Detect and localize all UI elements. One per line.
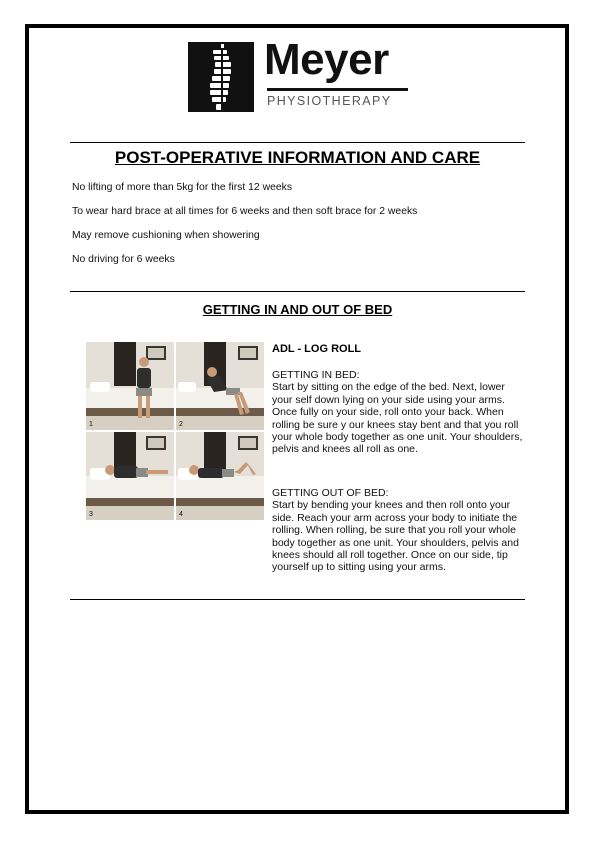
- section-title: GETTING IN AND OUT OF BED: [202, 302, 393, 317]
- page-title: POST-OPERATIVE INFORMATION AND CARE: [114, 148, 481, 167]
- exercise-title: ADL - LOG ROLL: [272, 343, 362, 355]
- info-item: To wear hard brace at all times for 6 weeks and then soft brace for 2 weeks: [72, 206, 418, 217]
- photo-number: 4: [179, 511, 183, 518]
- photo-number: 3: [89, 511, 93, 518]
- brand-subtitle: PHYSIOTHERAPY: [267, 94, 392, 108]
- getting-in-heading: GETTING IN BED:: [272, 369, 360, 381]
- photo-side-lying: [86, 432, 174, 520]
- photo-number: 1: [89, 421, 93, 428]
- getting-out-section: [272, 487, 527, 574]
- getting-out-heading: GETTING OUT OF BED:: [272, 487, 389, 499]
- info-item: No driving for 6 weeks: [72, 254, 175, 265]
- brand-name: Meyer: [264, 35, 389, 84]
- brand-underline: [267, 88, 408, 91]
- photo-number: 2: [179, 421, 183, 428]
- info-item: No lifting of more than 5kg for the first 12 weeks: [72, 182, 293, 193]
- info-item: May remove cushioning when showering: [72, 230, 260, 241]
- divider-bottom: [70, 599, 525, 600]
- getting-out-text: Start by bending your knees and then roll onto your side. Reach your arm across your body to initiate the rolling. When rolling, be sure that you roll your whole body together as one unit. Your shoulders, pelvis and knees should all roll together. Once on our side, tip yourself up to sitting using your arms.: [272, 499, 519, 574]
- divider-middle: [70, 291, 525, 292]
- getting-in-section: [272, 369, 527, 456]
- photo-back-lying: [176, 432, 264, 520]
- log-roll-photo-grid: [86, 342, 266, 522]
- photo-lowering: [176, 342, 264, 430]
- photo-sitting: [86, 342, 174, 430]
- getting-in-text: Start by sitting on the edge of the bed. Next, lower your self down lying on your side using your arms. Once fully on your side, roll onto your back. When rolling be sure y our knees stay bent and that you roll your whole body together as one unit. Your shoulders, pelvis and knees all roll as one.: [272, 381, 523, 456]
- divider-top: [70, 142, 525, 143]
- spine-icon: [188, 42, 254, 112]
